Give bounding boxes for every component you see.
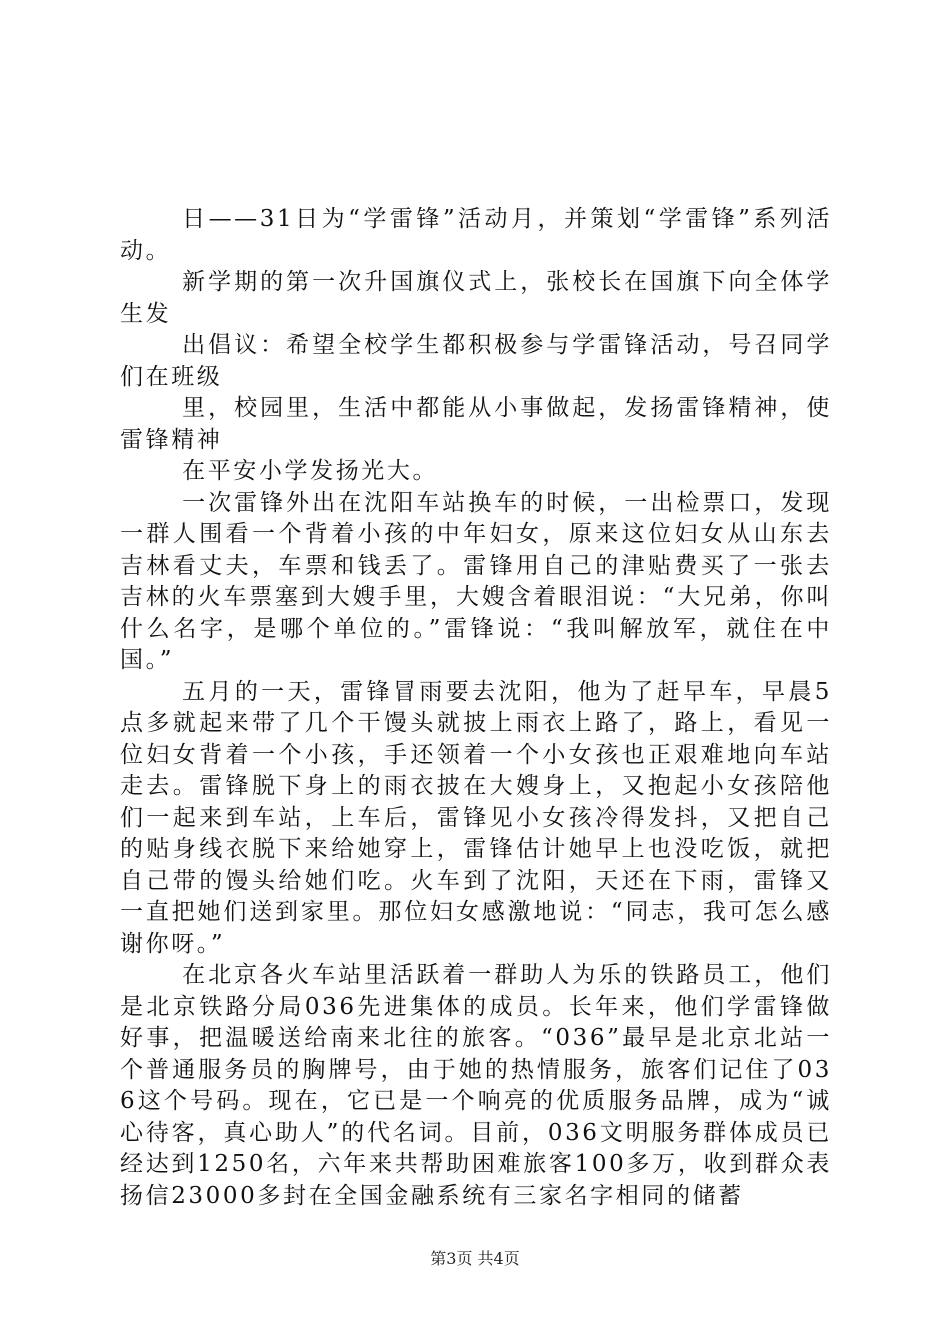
paragraph-7: 五月的一天，雷锋冒雨要去沈阳，他为了赶早车，早晨5点多就起来带了几个干馒头就披上雨衣上路了，路上，看见一位妇女背着一个小孩，手还领着一个小女孩也正艰难地向车站走去。雷锋脱下身上的雨衣披在大嫂身上，又抱起小女孩陪他们一起来到车站，上车后，雷锋见小女孩冷得发抖，又把自己的贴身线衣脱下来给她穿上，雷锋估计她早上也没吃饭，就把自己带的馒头给她们吃。火车到了沈阳，天还在下雨，雷锋又一直把她们送到家里。那位妇女感激地说：“同志，我可怎么感谢你呀。”: [120, 678, 832, 957]
document-body: [120, 204, 832, 1212]
paragraph-4: 里，校园里，生活中都能从小事做起，发扬雷锋精神，使雷锋精神: [120, 395, 832, 453]
paragraph-1: 日——31日为“学雷锋”活动月，并策划“学雷锋”系列活动。: [120, 206, 832, 264]
paragraph-5: 在平安小学发扬光大。: [182, 458, 439, 484]
paragraph-3: 出倡议：希望全校学生都积极参与学雷锋活动，号召同学们在班级: [120, 332, 832, 390]
paragraph-8: 在北京各火车站里活跃着一群助人为乐的铁路员工，他们是北京铁路分局036先进集体的成员。长年来，他们学雷锋做好事，把温暖送给南来北往的旅客。“036”最早是北京北站一个普通服务员的胸牌号，由于她的热情服务，旅客们记住了036这个号码。现在，它已是一个响亮的优质服务品牌，成为“诚心待客，真心助人”的代名词。目前，036文明服务群体成员已经达到1250名，六年来共帮助困难旅客100多万，收到群众表扬信23000多封在全国金融系统有三家名字相同的储蓄: [120, 962, 832, 1209]
paragraph-2: 新学期的第一次升国旗仪式上，张校长在国旗下向全体学生发: [120, 269, 832, 327]
paragraph-6: 一次雷锋外出在沈阳车站换车的时候，一出检票口，发现一群人围看一个背着小孩的中年妇女，原来这位妇女从山东去吉林看丈夫，车票和钱丢了。雷锋用自己的津贴费买了一张去吉林的火车票塞到大嫂手里，大嫂含着眼泪说：“大兄弟，你叫什么名字，是哪个单位的。”雷锋说：“我叫解放军，就住在中国。”: [120, 489, 832, 673]
page-footer: 第3页 共4页: [430, 1249, 520, 1268]
